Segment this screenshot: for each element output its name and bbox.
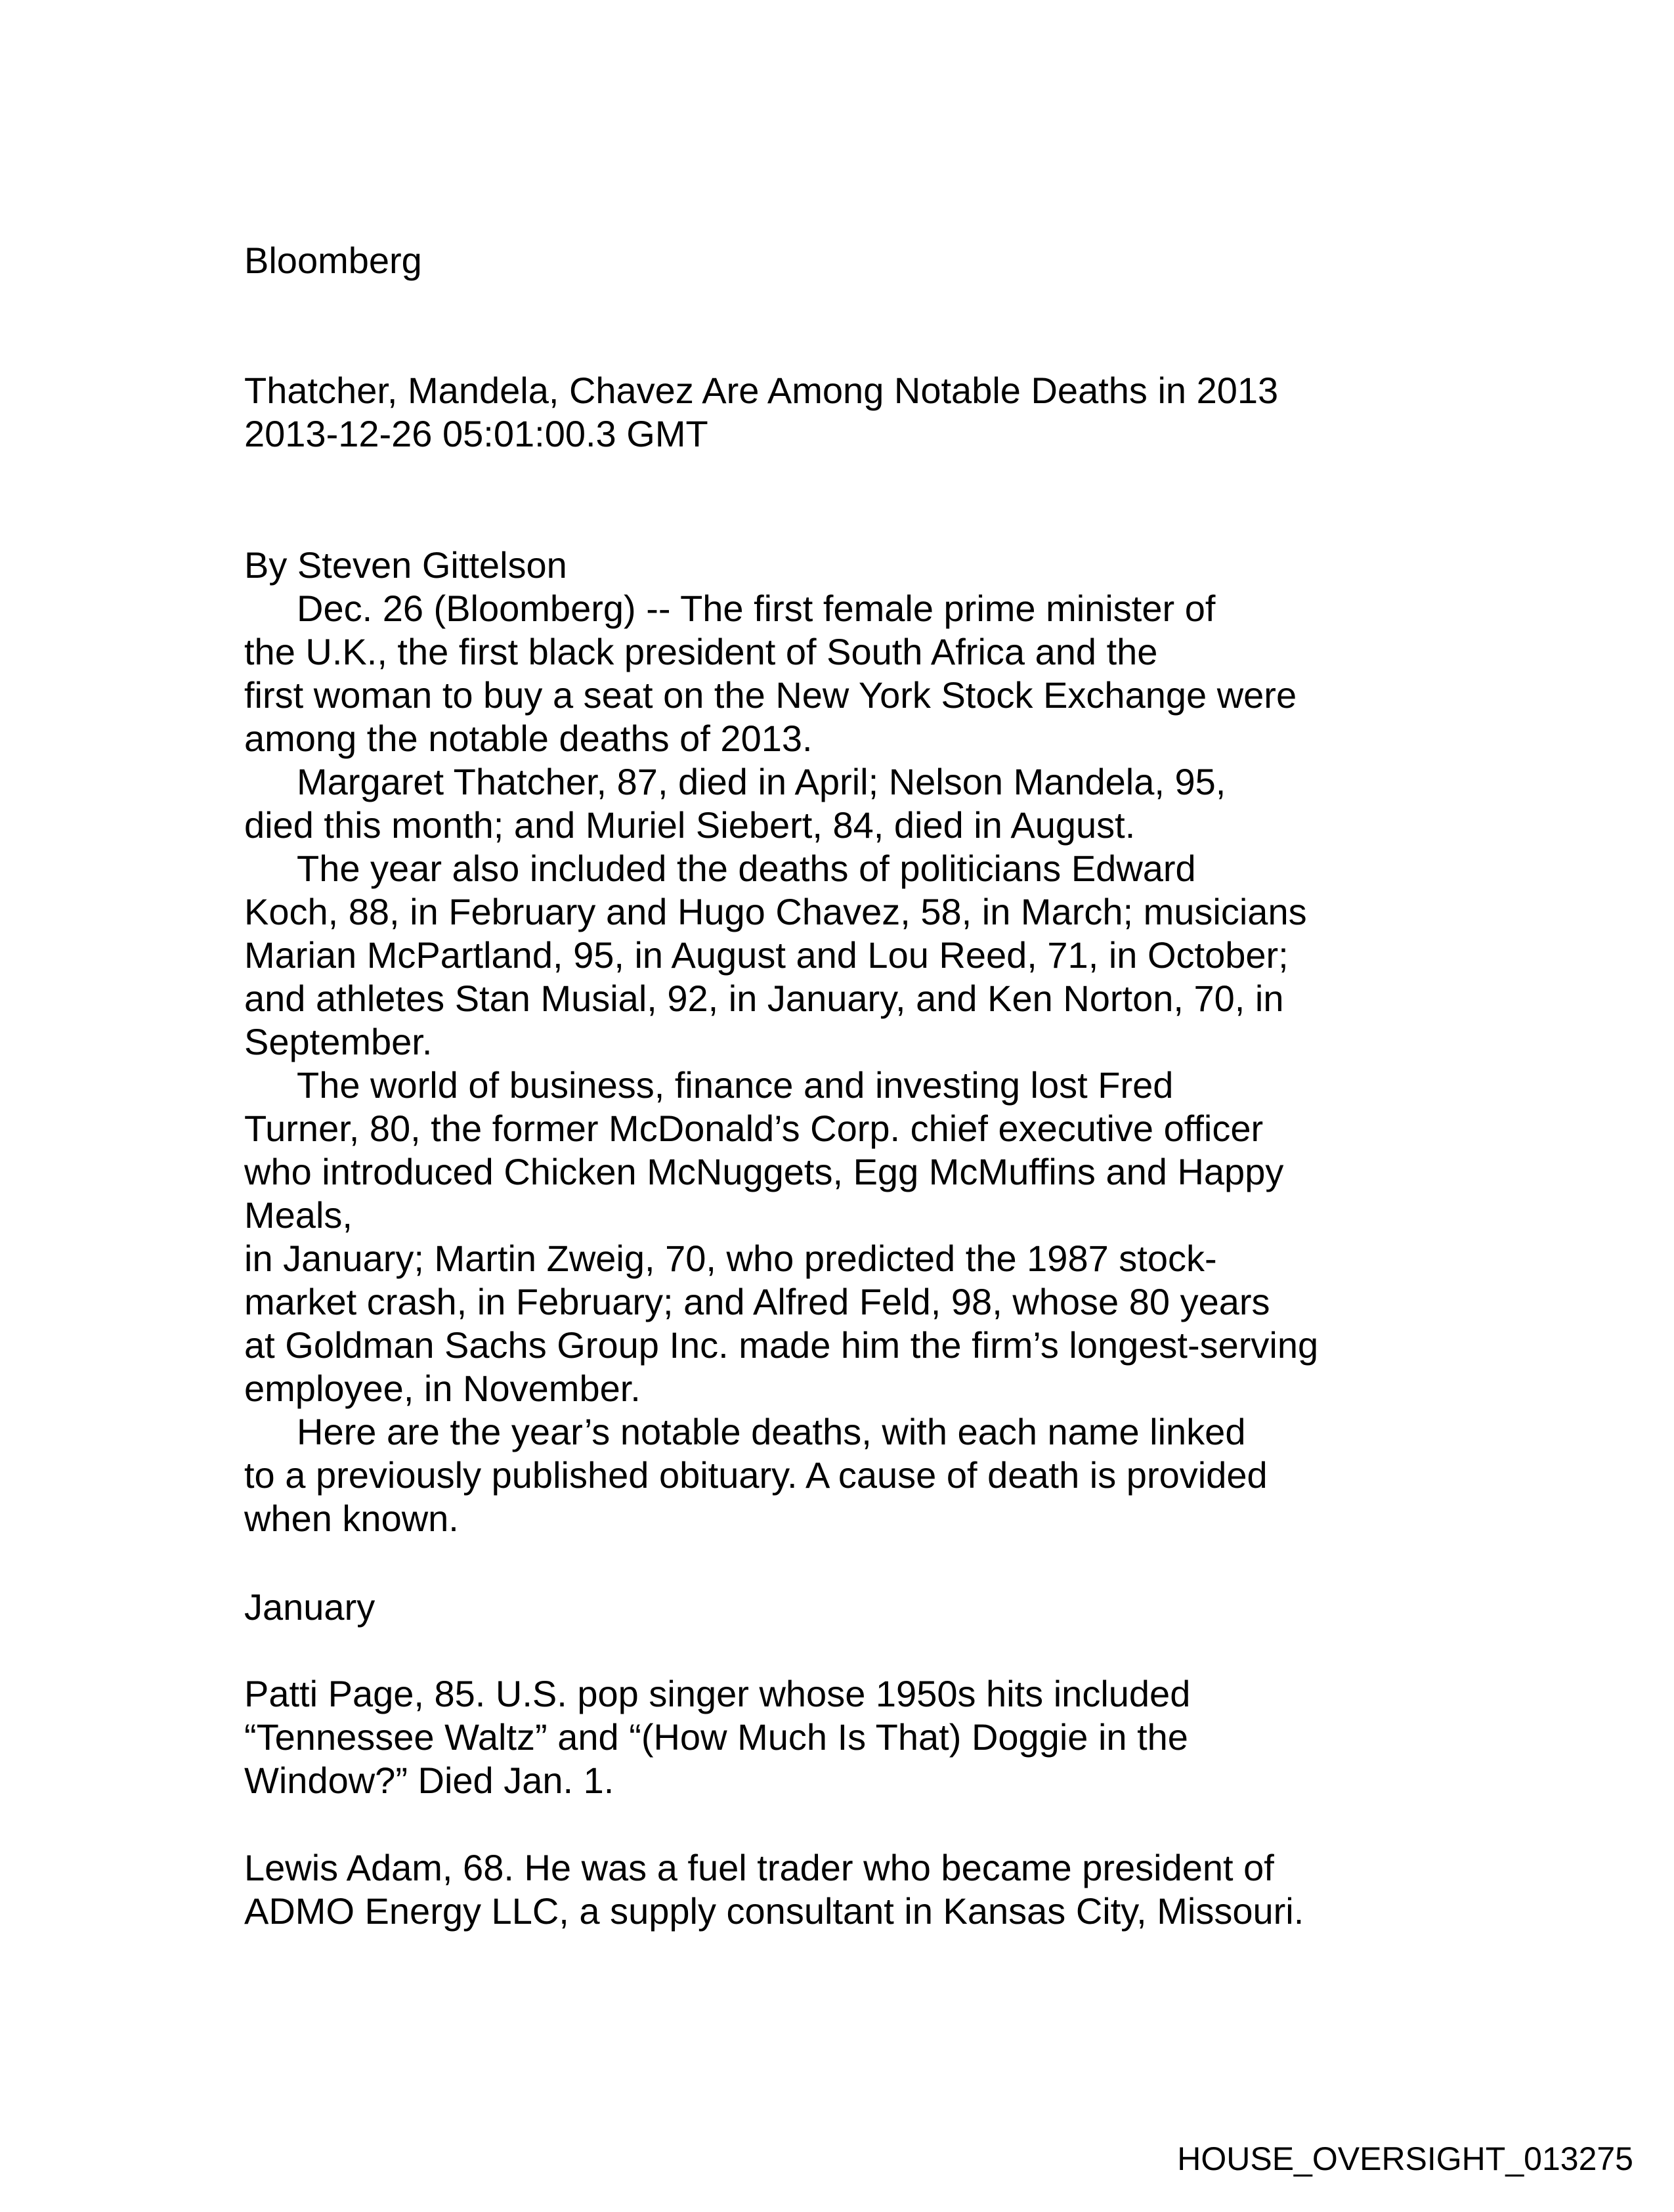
body-line: at Goldman Sachs Group Inc. made him the firm’s longest-serving (244, 1324, 1319, 1366)
headline: Thatcher, Mandela, Chavez Are Among Notable Deaths in 2013 (244, 370, 1279, 411)
body-line: Turner, 80, the former McDonald’s Corp. chief executive officer (244, 1108, 1264, 1149)
body-line: September. (244, 1021, 433, 1062)
body-line: when known. (244, 1498, 459, 1539)
body-line: and athletes Stan Musial, 92, in January, and Ken Norton, 70, in (244, 978, 1284, 1019)
obituary-line: Lewis Adam, 68. He was a fuel trader who became president of (244, 1847, 1274, 1888)
body-line: who introduced Chicken McNuggets, Egg McMuffins and Happy (244, 1151, 1284, 1192)
body-line: in January; Martin Zweig, 70, who predicted the 1987 stock- (244, 1238, 1217, 1279)
obituary-line: “Tennessee Waltz” and “(How Much Is That) Doggie in the (244, 1716, 1188, 1758)
body-line: Margaret Thatcher, 87, died in April; Nelson Mandela, 95, (297, 761, 1226, 802)
body-line: employee, in November. (244, 1368, 641, 1409)
body-line: the U.K., the first black president of South Africa and the (244, 631, 1158, 672)
body-line: The world of business, finance and investing lost Fred (297, 1064, 1174, 1106)
body-line: first woman to buy a seat on the New York Stock Exchange were (244, 674, 1297, 716)
timestamp: 2013-12-26 05:01:00.3 GMT (244, 413, 708, 454)
body-line: died this month; and Muriel Siebert, 84, died in August. (244, 804, 1136, 846)
body-line: Marian McPartland, 95, in August and Lou Reed, 71, in October; (244, 934, 1289, 976)
obituary-line: Window?” Died Jan. 1. (244, 1760, 614, 1801)
body-line: Here are the year’s notable deaths, with each name linked (297, 1411, 1246, 1452)
body-line: Dec. 26 (Bloomberg) -- The first female prime minister of (297, 588, 1216, 629)
body-line: market crash, in February; and Alfred Feld, 98, whose 80 years (244, 1281, 1270, 1322)
body-line: Meals, (244, 1194, 353, 1236)
obituary-line: Patti Page, 85. U.S. pop singer whose 1950s hits included (244, 1673, 1191, 1714)
document-id-footer: HOUSE_OVERSIGHT_013275 (1177, 2140, 1633, 2177)
body-line: The year also included the deaths of politicians Edward (297, 848, 1196, 889)
byline: By Steven Gittelson (244, 544, 567, 586)
obituary-line: ADMO Energy LLC, a supply consultant in Kansas City, Missouri. (244, 1890, 1304, 1932)
body-line: Koch, 88, in February and Hugo Chavez, 58, in March; musicians (244, 891, 1307, 932)
body-line: among the notable deaths of 2013. (244, 718, 813, 759)
section-heading-january: January (244, 1586, 376, 1628)
body-line: to a previously published obituary. A cause of death is provided (244, 1454, 1268, 1496)
source-label: Bloomberg (244, 240, 422, 281)
